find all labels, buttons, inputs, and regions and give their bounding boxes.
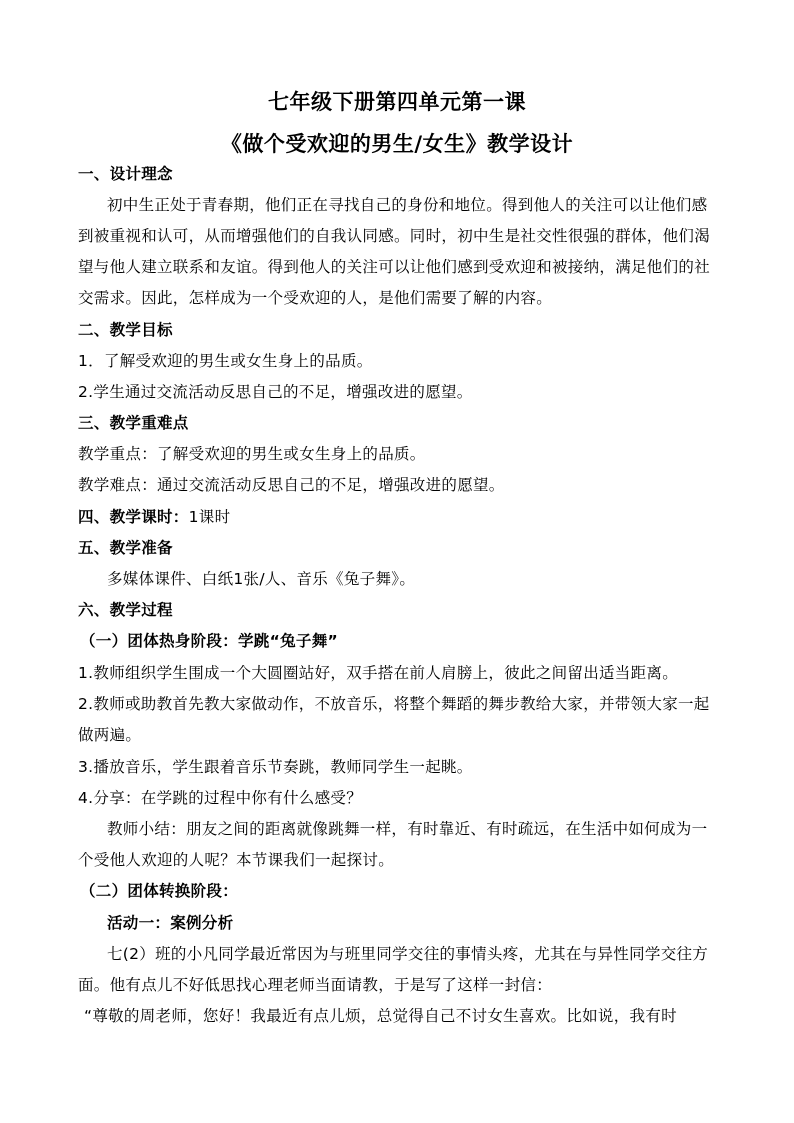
paragraph-line: 多媒体课件、白纸1张/人、音乐《兔子舞》。 — [107, 570, 416, 588]
section-4-line — [78, 506, 728, 528]
section-heading-2: 二、教学目标 — [78, 321, 173, 339]
paragraph-line: 七(2）班的小凡同学最近常因为与班里同学交往的事情头疼，尤其在与异性同学交往方 — [107, 945, 709, 963]
section-heading-3: 三、教学重难点 — [78, 414, 189, 432]
list-item: 2.学生通过交流活动反思自己的不足，增强改进的愿望。 — [78, 383, 473, 401]
title-line-1: 七年级下册第四单元第一课 — [268, 90, 526, 114]
paragraph-line: 望与他人建立联系和友谊。得到他人的关注可以让他们感到受欢迎和被接纳，满足他们的社 — [78, 258, 711, 276]
section-heading-5: 五、教学准备 — [78, 539, 173, 557]
paragraph-line: 初中生正处于青春期，他们正在寻找自己的身份和地位。得到他人的关注可以让他们感 — [107, 196, 708, 214]
list-item: 3.播放音乐，学生跟着音乐节奏跳，教师同学生一起眺。 — [78, 758, 473, 776]
paragraph-line: 面。他有点儿不好低思找心理老师当面请教，于是写了这样一封信： — [78, 976, 553, 994]
paragraph-line: 教师小结：朋友之间的距离就像跳舞一样，有时靠近、有时疏远，在生活中如何成为一 — [107, 820, 708, 838]
subsection-heading: （一）团体热身阶段：学跳“兔子舞” — [80, 632, 338, 650]
section-heading-1: 一、设计理念 — [78, 165, 173, 183]
list-item: 教学重点：了解受欢迎的男生或女生身上的品质。 — [78, 445, 426, 463]
paragraph-line: 交需求。因此，怎样成为一个受欢迎的人，是他们需要了解的内容。 — [78, 289, 553, 307]
list-item: 教学难点：通过交流活动反思自己的不足，增强改进的愿望。 — [78, 476, 505, 494]
paragraph-line: “尊敬的周老师，您好！我最近有点儿烦，总觉得自己不讨女生喜欢。比如说，我有时 — [84, 1007, 677, 1025]
paragraph-line: 个受他人欢迎的人呢？本节课我们一起探讨。 — [78, 851, 395, 869]
activity-heading: 活动一：案例分析 — [107, 914, 234, 932]
section-heading-4: 四、教学课时： — [78, 508, 189, 526]
list-item: 4.分享：在学跳的过程中你有什么感受？ — [78, 789, 362, 807]
subsection-heading: （二）团体转换阶段： — [80, 882, 239, 900]
list-item: 1．了解受欢迎的男生或女生身上的品质。 — [78, 352, 373, 370]
list-item: 1.教师组织学生围成一个大圆圈站好，双手搭在前人肩膀上，彼此之间留出适当距离。 — [78, 664, 678, 682]
title-line-2: 《做个受欢迎的男生/女生》教学设计 — [220, 132, 574, 156]
list-item: 做两遍。 — [78, 726, 142, 744]
paragraph-line: 到被重视和认可，从而增强他们的自我认同感。同时，初中生是社交性很强的群体，他们渴 — [78, 227, 711, 245]
list-item: 2.教师或助教首先教大家做动作，不放音乐，将整个舞蹈的舞步教给大家，并带领大家一起 — [78, 695, 710, 713]
class-hours-value: 1课时 — [188, 508, 231, 526]
section-heading-6: 六、教学过程 — [78, 601, 173, 619]
